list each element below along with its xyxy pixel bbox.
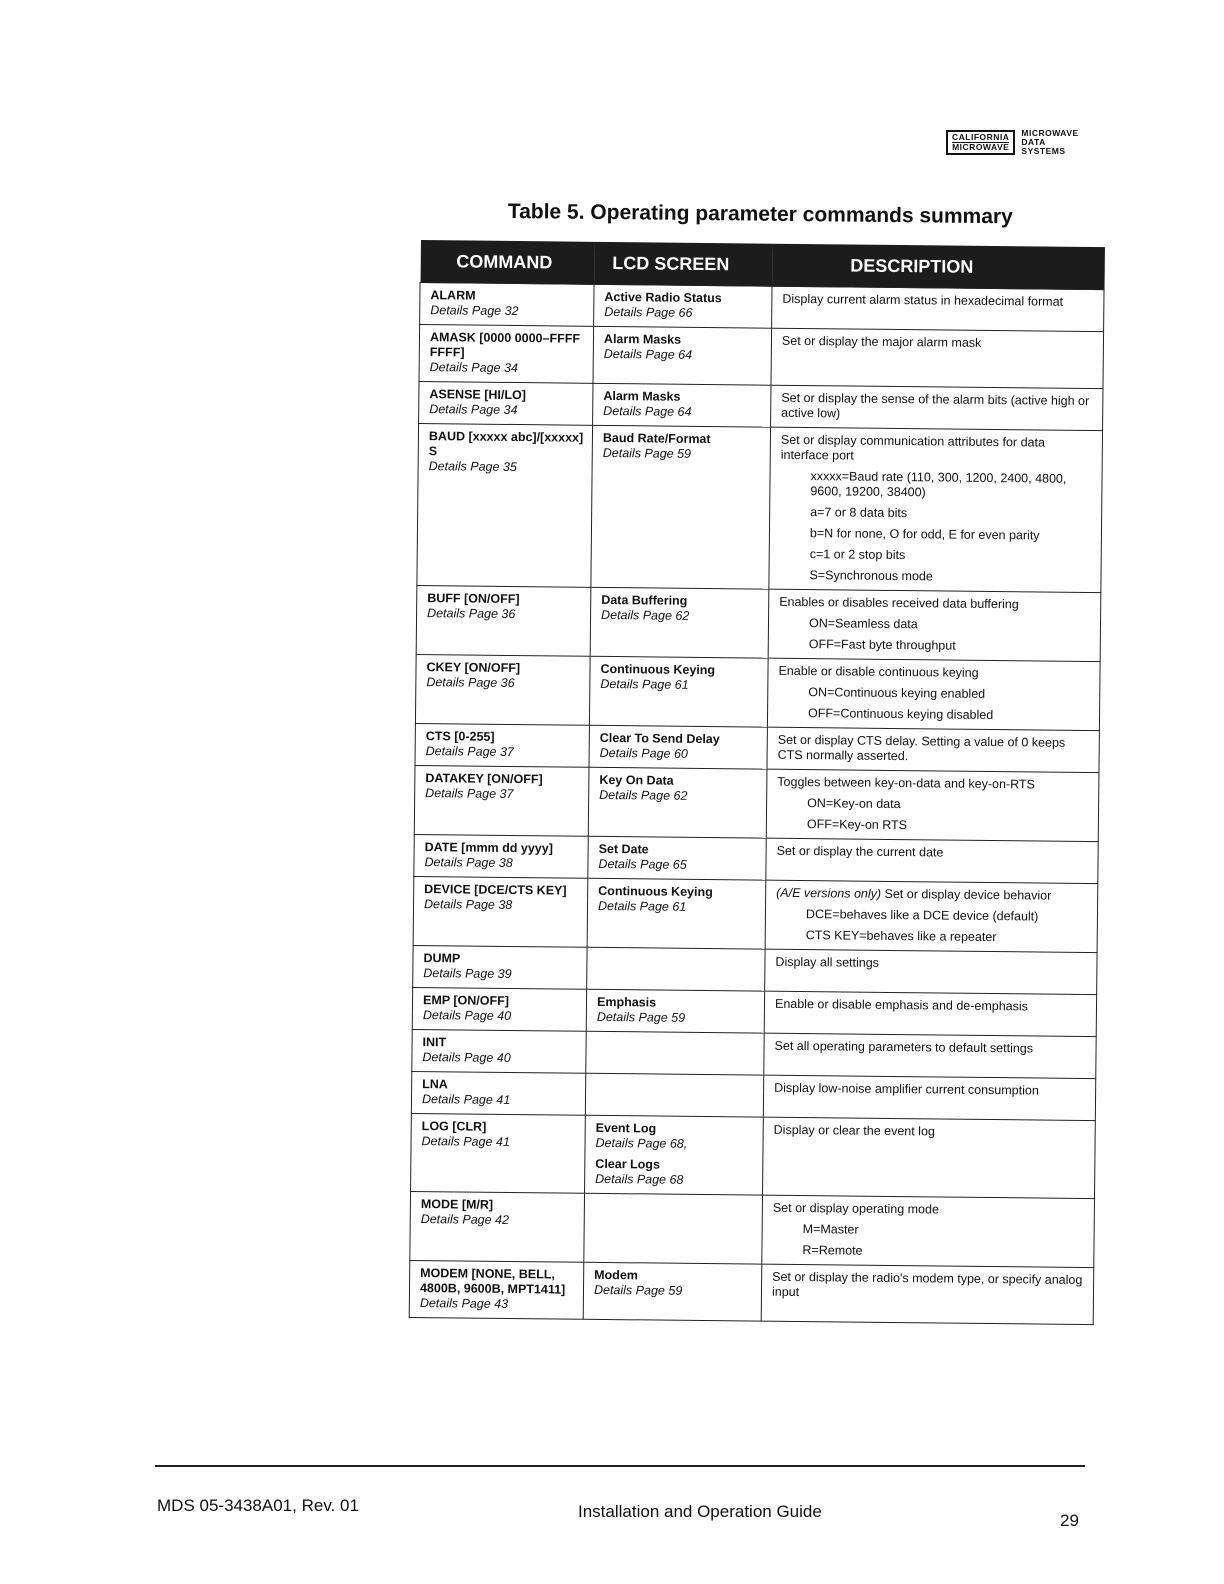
description-option: ON=Continuous keying enabled — [808, 685, 986, 701]
command-name: MODEM [NONE, BELL, 4800B, 9600B, MPT1411] — [419, 1266, 566, 1297]
lcd-screen-name: Modem — [594, 1267, 638, 1283]
description-cell — [771, 385, 1103, 430]
description-text — [775, 955, 1088, 973]
command-cell — [411, 1071, 585, 1115]
command-cell — [419, 325, 594, 384]
description-text — [777, 775, 1090, 793]
lcd-details: Details Page 66 — [604, 304, 693, 320]
lcd-details: Details Page 68 — [595, 1171, 684, 1187]
command-details: Details Page 42 — [420, 1212, 510, 1227]
lcd-screen-name: Event Log — [595, 1120, 657, 1136]
description-cell — [765, 949, 1097, 994]
lcd-cell — [593, 383, 771, 427]
description-cell — [767, 727, 1099, 772]
description-main: Enables or disables received data buffering — [779, 594, 1019, 612]
logo-word: SYSTEMS — [1021, 146, 1066, 156]
lcd-screen-name: Clear Logs — [595, 1156, 661, 1172]
description-cell — [767, 658, 1100, 730]
company-logo — [946, 129, 1079, 156]
lcd-cell — [587, 878, 766, 949]
table-row — [417, 423, 1103, 592]
description-text — [777, 844, 1090, 862]
footer-rule — [155, 1465, 1085, 1467]
command-name: LNA — [422, 1077, 448, 1092]
description-text — [782, 334, 1095, 352]
description-text — [772, 1270, 1085, 1303]
description-text — [774, 1039, 1087, 1057]
command-details: Details Page 41 — [421, 1134, 510, 1149]
description-option: b=N for none, O for odd, E for even parity — [809, 526, 1040, 543]
header-description: DESCRIPTION — [772, 244, 1104, 290]
description-option: ON=Key-on data — [807, 796, 901, 812]
lcd-screen-name: Set Date — [598, 841, 649, 857]
lcd-screen-name: Active Radio Status — [604, 289, 722, 306]
header-lcd-screen: LCD SCREEN — [594, 242, 772, 286]
command-details: Details Page 36 — [427, 606, 516, 622]
description-option: OFF=Fast byte throughput — [808, 637, 956, 653]
lcd-details: Details Page 61 — [600, 676, 689, 692]
command-details: Details Page 37 — [425, 786, 514, 802]
table-row — [419, 325, 1104, 389]
table-row — [411, 1071, 1095, 1120]
lcd-screen-name: Continuous Keying — [598, 883, 713, 900]
command-name: ASENSE [HI/LO] — [429, 387, 527, 403]
lcd-details: Details Page 62 — [599, 787, 688, 803]
footer-doc-id: MDS 05-3438A01, Rev. 01 — [157, 1496, 359, 1515]
description-option: M=Master — [802, 1222, 859, 1237]
description-cell — [764, 1033, 1096, 1078]
lcd-details: Details Page 64 — [603, 346, 693, 362]
description-option: OFF=Continuous keying disabled — [807, 706, 994, 723]
command-details: Details Page 38 — [423, 897, 513, 913]
command-details: Details Page 38 — [424, 855, 513, 871]
lcd-cell — [589, 725, 767, 769]
logo-box — [946, 130, 1015, 155]
lcd-details: Details Page 59 — [596, 1009, 686, 1025]
command-details: Details Page 36 — [426, 675, 515, 691]
table-row — [414, 834, 1098, 883]
description-text — [774, 1081, 1087, 1099]
logo-word: MICROWAVE — [1021, 128, 1079, 138]
table-row — [413, 876, 1098, 952]
command-cell — [420, 283, 594, 327]
command-cell — [412, 1029, 586, 1073]
description-cell — [766, 838, 1098, 883]
command-details: Details Page 37 — [425, 744, 514, 760]
description-option: ON=Seamless data — [808, 616, 918, 632]
description-cell — [769, 427, 1103, 592]
lcd-cell — [584, 1193, 763, 1264]
description-cell — [768, 589, 1101, 661]
description-cell — [764, 991, 1096, 1036]
lcd-cell — [593, 326, 772, 385]
command-name: BAUD [xxxxx abc]/[xxxxx] S — [428, 429, 584, 459]
commands-table — [409, 240, 1105, 1325]
lcd-screen-name: Key On Data — [599, 772, 674, 788]
lcd-details: Details Page 60 — [599, 745, 688, 761]
command-cell — [415, 723, 589, 767]
table-row — [413, 945, 1097, 994]
command-cell — [414, 765, 589, 836]
table-row — [415, 654, 1100, 730]
command-details: Details Page 43 — [419, 1296, 509, 1311]
command-name: ALARM — [430, 288, 476, 303]
description-main: Set or display CTS delay. Setting a value of 0 keeps CTS normally asserted. — [777, 732, 1066, 764]
command-cell — [412, 987, 586, 1031]
table-row — [409, 1260, 1094, 1324]
description-main: Display low-noise amplifier current consumption — [774, 1080, 1039, 1098]
lcd-screen-name: Alarm Masks — [603, 331, 682, 347]
command-details: Details Page 34 — [429, 402, 518, 418]
command-details: Details Page 40 — [422, 1008, 512, 1023]
description-text — [778, 664, 1091, 682]
description-main: Display or clear the event log — [773, 1122, 935, 1139]
lcd-details: Details Page 59 — [593, 1282, 683, 1298]
logo-words — [1021, 129, 1078, 156]
description-text — [778, 733, 1091, 766]
description-cell — [762, 1195, 1095, 1267]
command-name: BUFF [ON/OFF] — [427, 591, 520, 607]
lcd-cell — [591, 425, 771, 589]
command-name: DEVICE [DCE/CTS KEY] — [424, 882, 567, 898]
description-option: OFF=Key-on RTS — [806, 817, 908, 833]
table-body — [409, 283, 1104, 1325]
command-details: Details Page 41 — [421, 1092, 511, 1107]
lcd-cell — [585, 1115, 764, 1195]
table-row — [412, 1029, 1096, 1078]
command-name: EMP [ON/OFF] — [422, 993, 510, 1008]
lcd-screen-name: Emphasis — [596, 994, 657, 1010]
page-number: 29 — [1060, 1511, 1079, 1530]
description-main: Enable or disable emphasis and de-emphasis — [774, 996, 1029, 1014]
lcd-screen-name: Data Buffering — [601, 592, 688, 608]
description-qualifier: (A/E versions only) — [776, 885, 882, 901]
lcd-cell — [594, 284, 772, 328]
command-name: DATAKEY [ON/OFF] — [425, 771, 543, 787]
description-main: Toggles between key-on-data and key-on-RTS — [777, 774, 1035, 792]
lcd-details: Details Page 61 — [597, 898, 687, 914]
description-cell — [771, 328, 1104, 388]
command-cell — [409, 1260, 584, 1319]
description-main: Set or display the sense of the alarm bits (active high or active low) — [781, 390, 1090, 421]
table-row — [416, 585, 1101, 661]
description-option: c=1 or 2 stop bits — [809, 547, 906, 563]
description-option: S=Synchronous mode — [809, 568, 933, 584]
description-main: Set or display device behavior — [881, 886, 1052, 903]
command-cell — [419, 381, 593, 425]
table-header-row — [420, 240, 1104, 290]
lcd-cell — [588, 767, 767, 838]
commands-table-container — [409, 240, 1104, 1325]
lcd-screen-name: Continuous Keying — [600, 661, 716, 678]
description-text — [775, 997, 1088, 1015]
description-text — [782, 292, 1095, 310]
command-cell — [414, 834, 588, 878]
command-cell — [410, 1191, 585, 1262]
command-details: Details Page 34 — [429, 360, 519, 376]
command-details: Details Page 32 — [430, 303, 519, 319]
description-main: Display current alarm status in hexadecimal format — [782, 291, 1064, 309]
command-name: CKEY [ON/OFF] — [426, 660, 521, 676]
table-row — [412, 987, 1096, 1036]
lcd-screen-name: Baud Rate/Format — [602, 430, 711, 447]
description-main: Set or display operating mode — [772, 1200, 940, 1217]
table-row — [415, 723, 1099, 772]
description-text — [773, 1201, 1086, 1219]
description-main: Set all operating parameters to default settings — [774, 1038, 1034, 1056]
description-main: Set or display the radio's modem type, or specify analog input — [771, 1269, 1083, 1300]
description-option: xxxxx=Baud rate (110, 300, 1200, 2400, 4800, 9600, 19200, 38400) — [810, 469, 1067, 500]
description-main: Set or display the current date — [776, 843, 944, 860]
command-cell — [417, 423, 593, 587]
description-text — [774, 1123, 1087, 1141]
command-cell — [413, 945, 587, 989]
command-name: DATE [mmm dd yyyy] — [424, 840, 553, 856]
description-cell — [761, 1264, 1094, 1324]
command-details: Details Page 39 — [423, 966, 512, 981]
description-option: R=Remote — [802, 1243, 863, 1258]
lcd-details: Details Page 59 — [602, 445, 692, 461]
lcd-cell — [587, 947, 765, 991]
command-details: Details Page 40 — [422, 1050, 511, 1065]
table-row — [411, 1113, 1096, 1198]
description-main: Display all settings — [775, 954, 880, 970]
description-cell — [763, 1117, 1096, 1198]
command-details: Details Page 35 — [428, 459, 517, 475]
lcd-cell — [586, 1031, 764, 1075]
description-main: Enable or disable continuous keying — [778, 663, 979, 680]
description-cell — [766, 769, 1099, 841]
lcd-cell — [590, 587, 769, 658]
description-cell — [763, 1075, 1095, 1120]
lcd-screen-name: Clear To Send Delay — [599, 730, 720, 747]
command-name: INIT — [422, 1035, 447, 1050]
description-text — [781, 391, 1094, 424]
logo-box-line1: CALIFORNIA — [952, 132, 1010, 142]
description-cell — [772, 286, 1104, 331]
command-cell — [416, 585, 591, 656]
description-option: a=7 or 8 data bits — [810, 505, 908, 521]
table-row — [420, 283, 1104, 332]
header-command: COMMAND — [420, 240, 594, 284]
lcd-screen-name: Alarm Masks — [603, 388, 681, 404]
lcd-cell — [586, 989, 764, 1033]
description-main: Set or display communication attributes for data interface port — [780, 432, 1046, 463]
table-row — [414, 765, 1099, 841]
lcd-details: Details Page 68, — [595, 1135, 688, 1151]
table-row — [410, 1191, 1095, 1267]
command-cell — [411, 1113, 586, 1193]
lcd-details: Details Page 64 — [603, 403, 692, 419]
command-cell — [415, 654, 590, 725]
description-cell — [765, 880, 1098, 952]
command-cell — [413, 876, 588, 947]
description-text — [781, 433, 1094, 466]
lcd-cell — [589, 656, 768, 727]
command-name: CTS [0-255] — [425, 729, 495, 744]
description-option: CTS KEY=behaves like a repeater — [805, 928, 997, 945]
command-name: MODE [M/R] — [420, 1197, 494, 1212]
lcd-cell — [585, 1073, 763, 1117]
description-main: Set or display the major alarm mask — [781, 333, 982, 350]
table-row — [419, 381, 1103, 430]
description-text — [776, 886, 1089, 904]
lcd-cell — [588, 836, 766, 880]
command-name: AMASK [0000 0000–FFFF FFFF] — [429, 330, 581, 360]
command-name: LOG [CLR] — [421, 1119, 487, 1134]
logo-word: DATA — [1021, 137, 1046, 147]
lcd-details: Details Page 62 — [601, 607, 690, 623]
description-option: DCE=behaves like a DCE device (default) — [805, 907, 1039, 924]
lcd-cell — [583, 1262, 762, 1321]
footer-guide-title: Installation and Operation Guide — [578, 1502, 822, 1521]
table-title: Table 5. Operating parameter commands summary — [507, 200, 1013, 229]
command-name: DUMP — [423, 951, 461, 966]
lcd-details: Details Page 65 — [598, 856, 687, 872]
description-text — [779, 595, 1092, 613]
logo-box-line2: MICROWAVE — [952, 142, 1010, 152]
